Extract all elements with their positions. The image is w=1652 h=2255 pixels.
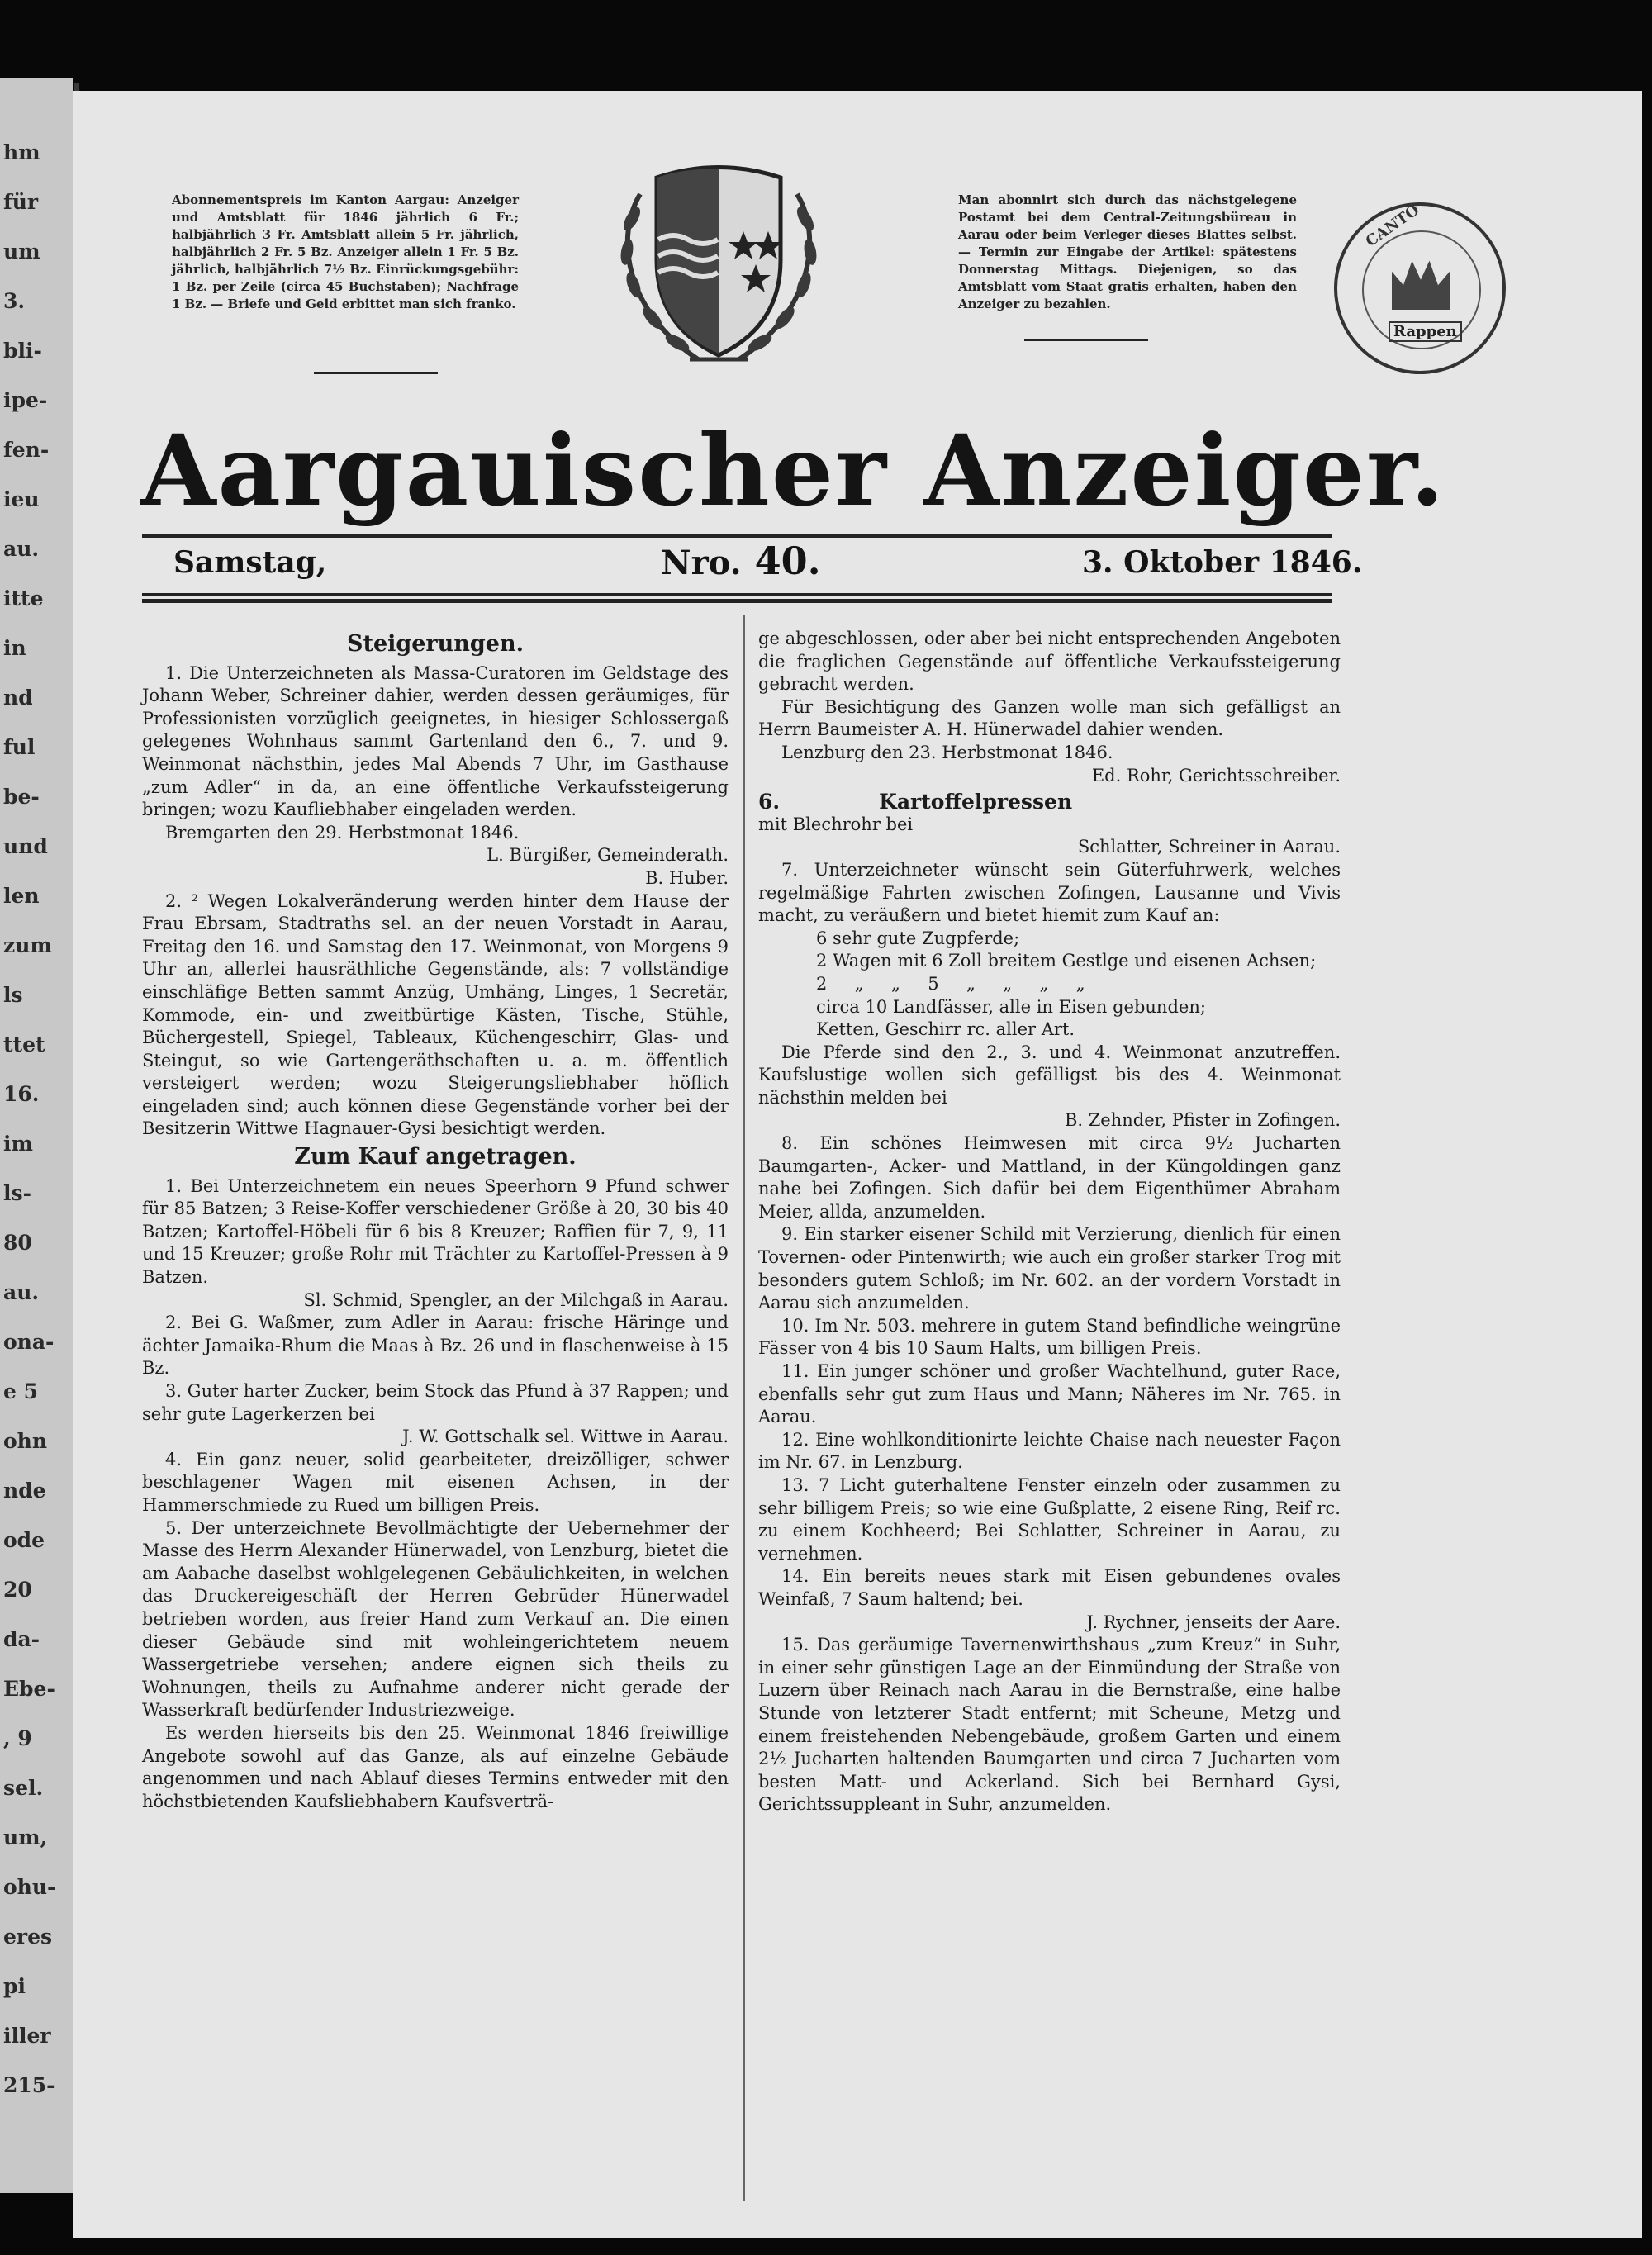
previous-page-fragment: ipe- (3, 388, 48, 412)
ad-sale-7: 7. Unterzeichneter wünscht sein Güterfuhrwerk, welches regelmäßige Fahrten zwischen Zofingen, Lausanne und Vivis macht, zu veräußern und bietet hiemit zum Kauf an: (758, 859, 1341, 926)
previous-page-fragment: um, (3, 1825, 48, 1849)
previous-page-fragment: be- (3, 785, 40, 809)
previous-page-fragment: um (3, 240, 40, 263)
previous-page-fragment: im (3, 1132, 33, 1156)
previous-page-fragment: iller (3, 2024, 51, 2048)
ad-sale-5-end: ge abgeschlossen, oder aber bei nicht entsprechenden Angeboten die fraglichen Gegenstände auf öffentliche Verkaufssteigerung gebracht werden. (758, 629, 1341, 695)
ad-sale-3-sig: J. W. Gottschalk sel. Wittwe in Aarau. (402, 1427, 729, 1447)
left-column (142, 628, 729, 1813)
previous-page-fragment: 215- (3, 2073, 55, 2097)
previous-page-fragment: nd (3, 686, 33, 710)
previous-page-fragment: au. (3, 1280, 40, 1304)
ad-sale-5: 5. Der unterzeichnete Bevollmächtigte der Uebernehmer der Masse des Herrn Alexander Hünerwadel, von Lenzburg, bietet die am Aabache daselbst wohlgelegenen Gebäulichkeiten, in welchen das Druckereigeschäft der Herren Gebrüder Hünerwadel betrieben worden, aus freier Hand zum Verkauf an. Die einen dieser Gebäude sind mit wohleingerichtetem neuem Wassergetriebe versehen; andere eignen sich theils zu Wohnungen, theils zu Aufnahme anderer nicht gerade der Wasserkraft bedürfender Industriezweige. (142, 1517, 729, 1721)
previous-page-fragment: 80 (3, 1231, 32, 1255)
previous-page-fragment: Ebe- (3, 1677, 55, 1701)
ad-sale-5-place: Lenzburg den 23. Herbstmonat 1846. (781, 742, 1113, 762)
previous-page-fragment: hm (3, 140, 40, 164)
ad-sale-7-b: Die Pferde sind den 2., 3. und 4. Weinmonat anzutreffen. Kaufslustige wollen sich gefälligst bis des 4. Weinmonat nächsthin melden bei (758, 1042, 1341, 1108)
previous-page-fragment: zum (3, 933, 52, 957)
ad-sale-5-cont: Es werden hierseits bis den 25. Weinmonat 1846 freiwillige Angebote sowohl auf das Ganze, als auf einzelne Gebäude angenommen und nach Ablauf dieses Termins entweder mit den höchstbietenden Kaufsliebhabern Kaufsverträ- (142, 1722, 729, 1811)
previous-page-fragment: eres (3, 1925, 53, 1949)
previous-page-fragment: und (3, 834, 48, 858)
ad-sale-7-list-5: Ketten, Geschirr rc. aller Art. (816, 1019, 1075, 1040)
previous-page-fragment: 3. (3, 289, 26, 313)
issue-date: 3. Oktober 1846. (1082, 545, 1363, 580)
masthead-rule-bottom (142, 593, 1332, 596)
ad-sale-4: 4. Ein ganz neuer, solid gearbeiteter, dreizölliger, schwer beschlagener Wagen mit eisenen Achsen, in der Hammerschmiede zu Rued um billigen Preis. (142, 1449, 729, 1515)
previous-page-fragment: für (3, 190, 39, 214)
ad-sale-3: 3. Guter harter Zucker, beim Stock das Pfund à 37 Rappen; und sehr gute Lagerkerzen bei (142, 1381, 729, 1424)
ad-sale-12: 12. Eine wohlkonditionirte leichte Chaise nach neuester Façon im Nr. 67. in Lenzburg. (758, 1429, 1341, 1473)
previous-page-fragment: ona- (3, 1330, 55, 1354)
ad-sale-5-sig: Ed. Rohr, Gerichtsschreiber. (1091, 765, 1341, 786)
ad-sale-6-text: mit Blechrohr bei (758, 814, 914, 834)
ad-sale-7-list-2: 2 Wagen mit 6 Zoll breitem Gestlge und eisenen Achsen; (816, 951, 1317, 971)
ad-auction-1-place: Bremgarten den 29. Herbstmonat 1846. (165, 822, 520, 843)
previous-page-fragment: e 5 (3, 1379, 39, 1403)
issue-day: Samstag, (173, 545, 327, 580)
column-divider (743, 615, 745, 2201)
previous-page-fragment: ohn (3, 1429, 48, 1453)
postage-stamp (1334, 202, 1506, 374)
ad-sale-7-list-4: circa 10 Landfässer, alle in Eisen gebunden; (816, 996, 1206, 1017)
previous-page-fragment: len (3, 884, 40, 908)
previous-page-fragment: sel. (3, 1776, 44, 1800)
ad-auction-2: 2. ² Wegen Lokalveränderung werden hinter dem Hause der Frau Ebrsam, Stadtraths sel. an der neuen Vorstadt in Aarau, Freitag den 16. und Samstag den 17. Weinmonat, von Morgens 9 Uhr an, allerlei hausräthliche Gegenstände, als: 7 vollständige einschläfige Betten sammt Anzüg, Umhäng, Linges, 1 Secretär, Kommode, ein- und zweitbürtige Kästen, Tische, Stühle, Büchergestell, Spiegel, Tableaux, Küchengeschirr, Glas- und Steingut, so wie Gartengeräthschaften u. a. m. öffentlich versteigert werden; wozu Steigerungsliebhaber höflich eingeladen sind; auch können diese Gegenstände vorher bei der Besitzerin Wittwe Hagnauer-Gysi besichtigt werden. (142, 890, 729, 1139)
previous-page-fragment: ode (3, 1528, 45, 1552)
previous-page-fragment: ful (3, 735, 36, 759)
ad-sale-10: 10. Im Nr. 503. mehrere in gutem Stand befindliche weingrüne Fässer von 4 bis 10 Saum Halts, um billigen Preis. (758, 1315, 1341, 1359)
ad-sale-14-sig: J. Rychner, jenseits der Aare. (1086, 1612, 1341, 1632)
previous-page-fragment: ieu (3, 487, 40, 511)
ad-auction-1-sig2: B. Huber. (645, 867, 729, 888)
right-column (758, 628, 1341, 1816)
section-title-for-sale: Zum Kauf angetragen. (294, 1144, 577, 1170)
previous-page-fragment: nde (3, 1479, 46, 1503)
ad-sale-14: 14. Ein bereits neues stark mit Eisen gebundenes ovales Weinfaß, 7 Saum haltend; bei. (758, 1566, 1341, 1609)
previous-page-edge (0, 78, 73, 2193)
short-rule-left (314, 372, 438, 374)
previous-page-fragment: au. (3, 537, 40, 561)
subscription-info-left: Abonnementspreis im Kanton Aargau: Anzeiger und Amtsblatt für 1846 jährlich 6 Fr.; halbjährlich 3 Fr. Amtsblatt allein 5 Fr. jährlich, halbjährlich 2 Fr. 5 Bz. Anzeiger allein 1 Fr. 5 Bz. jährlich, halbjährlich 7½ Bz. Einrückungsgebühr: 1 Bz. per Zeile (circa 45 Buchstaben); Nachfrage 1 Bz. — Briefe und Geld erbittet man sich franko. (172, 192, 519, 311)
issue-number-label: Nro. (661, 544, 742, 582)
previous-page-fragment: ls- (3, 1181, 31, 1205)
short-rule-right (1024, 339, 1148, 341)
previous-page-fragment: 16. (3, 1082, 40, 1106)
ad-sale-7-sig: B. Zehnder, Pfister in Zofingen. (1064, 1110, 1341, 1131)
ad-sale-15: 15. Das geräumige Tavernenwirthshaus „zum Kreuz“ in Suhr, in einer sehr günstigen Lage an der Einmündung der Straße von Luzern über Reinach nach Aarau in die Bernstraße, eine halbe Stunde von letzterer Stadt entfernt; mit Scheune, Metzg und einem freistehenden Nebengebäude, großem Garten und einem 2½ Jucharten haltenden Baumgarten und circa 7 Jucharten vom besten Matt- und Ackerland. Sich bei Bernhard Gysi, Gerichtssuppleant in Suhr, anzumelden. (758, 1635, 1341, 1815)
ad-sale-8: 8. Ein schönes Heimwesen mit circa 9½ Jucharten Baumgarten-, Acker- und Mattland, in der Küngoldingen ganz nahe bei Zofingen. Sich dafür bei dem Eigenthümer Abraham Meier, allda, anzumelden. (758, 1133, 1341, 1222)
previous-page-fragment: , 9 (3, 1726, 32, 1750)
previous-page-fragment: fen- (3, 438, 50, 462)
ad-sale-13: 13. 7 Licht guterhaltene Fenster einzeln oder zusammen zu sehr billigem Preis; so wie eine Gußplatte, 2 eisene Ring, Reif rc. zu einem Kochheerd; Bei Schlatter, Schreiner in Aarau, zu vernehmen. (758, 1474, 1341, 1564)
previous-page-fragment: bli- (3, 339, 42, 363)
aargau-coat-of-arms-icon (607, 161, 830, 376)
previous-page-fragment: itte (3, 586, 44, 610)
ad-sale-7-list-1: 6 sehr gute Zugpferde; (816, 928, 1020, 948)
previous-page-fragment: 20 (3, 1578, 32, 1602)
masthead-rule-bottom-thick (142, 599, 1332, 603)
previous-page-fragment: ohu- (3, 1875, 56, 1899)
ad-sale-5-inspection: Für Besichtigung des Ganzen wolle man sich gefälligst an Herrn Baumeister A. H. Hünerwadel dahier wenden. (758, 696, 1341, 740)
masthead-title: Aargauischer Anzeiger. (140, 413, 1446, 528)
ad-sale-6-num: 6. (758, 790, 781, 814)
stamp-text-bottom: Rappen (1389, 321, 1462, 342)
ad-sale-6-title: Kartoffelpressen (879, 790, 1073, 814)
stamp-text-top: CANTO (1362, 201, 1423, 251)
ad-sale-1: 1. Bei Unterzeichnetem ein neues Speerhorn 9 Pfund schwer für 85 Batzen; 3 Reise-Koffer verschiedener Größe à 20, 30 bis 40 Batzen; Kartoffel-Höbeli für 6 bis 8 Kreuzer; Raffien für 7, 9, 11 und 15 Kreuzer; große Rohr mit Trächter zu Kartoffel-Pressen à 9 Batzen. (142, 1175, 729, 1288)
ad-auction-1-sig1: L. Bürgißer, Gemeinderath. (487, 845, 729, 866)
previous-page-fragment: da- (3, 1627, 40, 1651)
ad-sale-7-list-3: 2 „ „ 5 „ „ „ „ (816, 973, 1085, 994)
section-title-auctions: Steigerungen. (346, 631, 525, 657)
ad-sale-6-sig: Schlatter, Schreiner in Aarau. (1077, 837, 1341, 857)
ad-sale-6-heading (758, 790, 1341, 814)
issue-number-value: 40. (754, 539, 821, 583)
previous-page-fragment: ttet (3, 1033, 45, 1056)
previous-page-fragment: ls (3, 983, 23, 1007)
ad-sale-2: 2. Bei G. Waßmer, zum Adler in Aarau: frische Häringe und ächter Jamaika-Rhum die Maas à Bz. 26 und in flaschenweise à 15 Bz. (142, 1313, 729, 1379)
ad-sale-1-sig: Sl. Schmid, Spengler, an der Milchgaß in Aarau. (303, 1289, 729, 1310)
issue-number (661, 539, 821, 583)
ad-sale-11: 11. Ein junger schöner und großer Wachtelhund, guter Race, ebenfalls sehr gut zum Haus und Mann; Näheres im Nr. 765. in Aarau. (758, 1361, 1341, 1427)
subscription-info-right: Man abonnirt sich durch das nächstgelegene Postamt bei dem Central-Zeitungsbüreau in Aarau oder beim Verleger dieses Blattes selbst. — Termin zur Eingabe der Artikel: spätestens Donnerstag Mittags. Diejenigen, so das Amtsblatt vom Staat gratis erhalten, haben den Anzeiger zu bezahlen. (958, 192, 1297, 311)
previous-page-fragment: pi (3, 1974, 26, 1998)
previous-page-fragment: in (3, 636, 26, 660)
ad-sale-9: 9. Ein starker eisener Schild mit Verzierung, dienlich für einen Tovernen- oder Pintenwirth; wie auch ein großer starker Trog mit besonders gutem Schloß; im Nr. 602. an der vordern Vorstadt in Aarau sich anzumelden. (758, 1224, 1341, 1313)
masthead-rule-top (142, 534, 1332, 538)
ad-auction-1: 1. Die Unterzeichneten als Massa-Curatoren im Geldstage des Johann Weber, Schreiner dahier, werden dessen geräumiges, für Professionisten vorzüglich geeignetes, in hiesiger Schlossergaß gelegenes Wohnhaus sammt Gartenland den 6., 7. und 9. Weinmonat nächsthin, jedes Mal Abends 7 Uhr, im Gasthause „zum Adler“ in da, an eine öffentliche Verkaufssteigerung bringen; wozu Kaufliebhaber eingeladen werden. (142, 662, 729, 820)
